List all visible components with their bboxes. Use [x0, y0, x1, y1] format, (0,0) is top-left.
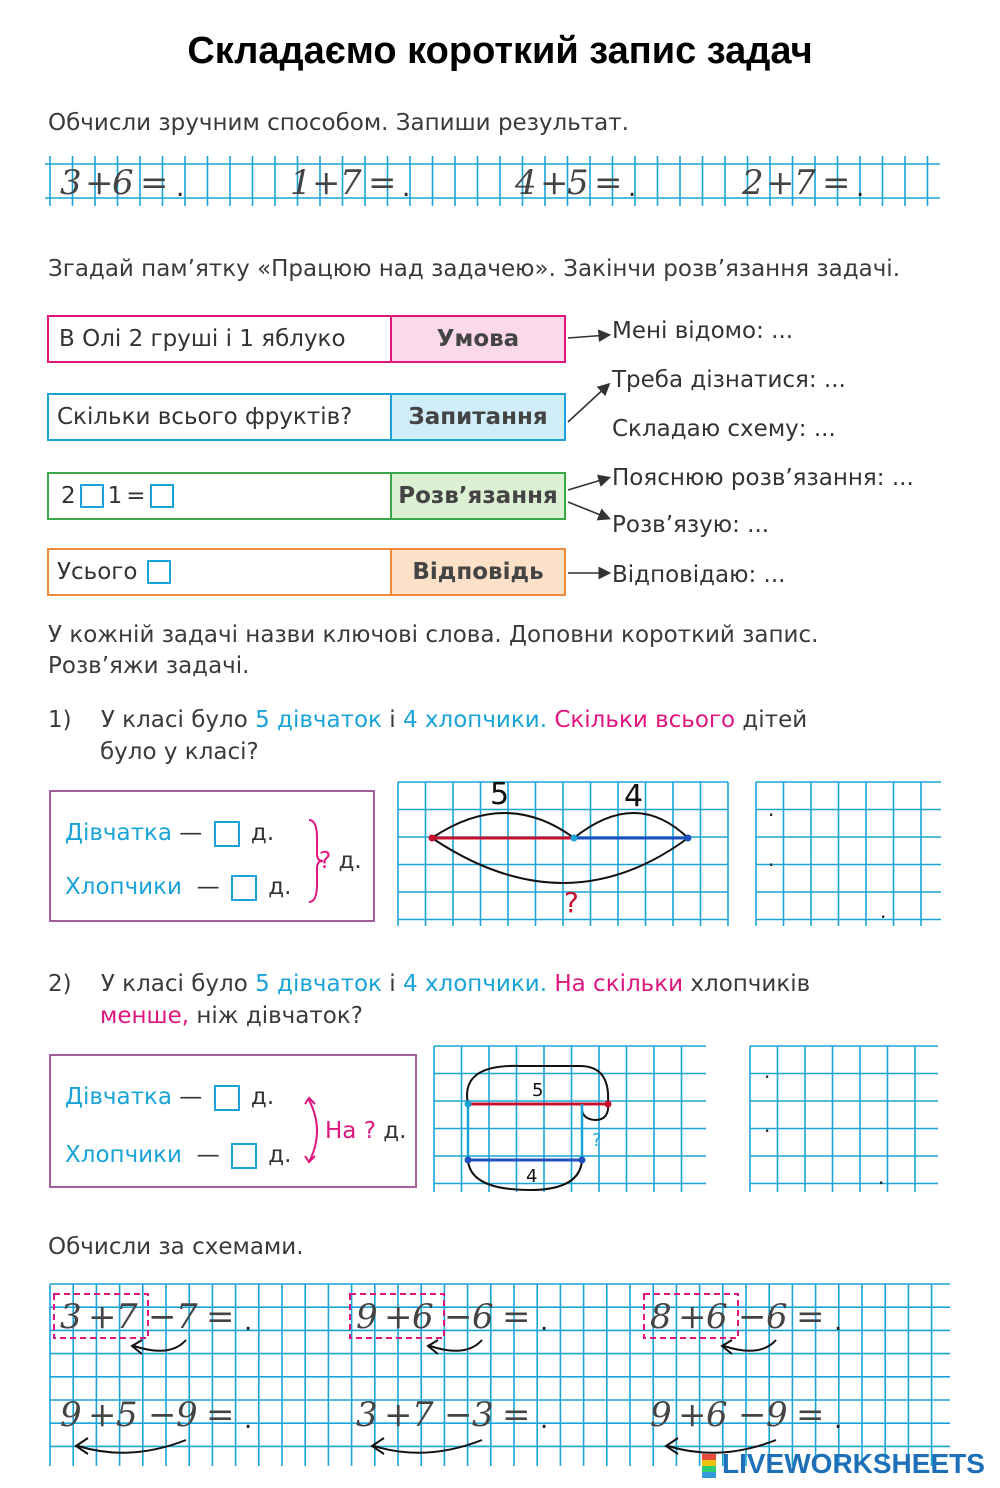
t4-op1: +: [678, 1297, 707, 1337]
svg-text:4: 4: [515, 163, 537, 203]
svg-text:7: 7: [340, 163, 362, 203]
p2-label-5: 5: [532, 1080, 544, 1101]
svg-text:.: .: [176, 173, 185, 203]
svg-text:+: +: [766, 163, 795, 203]
problem1-diagram: [396, 778, 946, 930]
p1-label-5: 5: [490, 778, 510, 812]
p2-label-q: ?: [592, 1130, 602, 1151]
question-label: Запитання: [390, 393, 566, 441]
t4-c: 6: [766, 1297, 788, 1337]
t4-eq: =: [796, 1297, 825, 1337]
svg-text:1: 1: [290, 163, 312, 203]
svg-text:=: =: [822, 163, 851, 203]
t4-eq: =: [796, 1395, 825, 1435]
p1-boys-square[interactable]: [231, 875, 257, 901]
p1-total: ? д.: [319, 848, 362, 874]
t4-b: 6: [412, 1297, 434, 1337]
t4-row2-expression-1: [60, 1395, 252, 1454]
svg-text:5: 5: [567, 163, 589, 203]
t4-op2: −: [444, 1297, 473, 1337]
t4-b: 6: [706, 1395, 728, 1435]
t4-eq: =: [206, 1395, 235, 1435]
svg-text:=: =: [368, 163, 397, 203]
p2-diff: На ? д.: [325, 1118, 407, 1144]
p2-diff-arrow: [303, 1096, 327, 1166]
svg-text:.: .: [628, 173, 637, 203]
svg-text:.: .: [880, 899, 887, 923]
task3-instruction-1: У кожній задачі назви ключові слова. Доповни короткий запис.: [48, 622, 819, 648]
plan-item-6: Відповідаю: ...: [612, 562, 786, 588]
t4-dot: .: [540, 1307, 549, 1337]
p1-girls-square[interactable]: [214, 821, 240, 847]
t4-a: 9: [356, 1297, 378, 1337]
t4-answer-4[interactable]: [240, 1398, 264, 1426]
t4-row1-expression-3: [644, 1294, 842, 1354]
t4-a: 9: [650, 1395, 672, 1435]
t4-dot: .: [244, 1307, 253, 1337]
svg-text:2: 2: [742, 163, 764, 203]
svg-text:+: +: [540, 163, 569, 203]
t4-c: 7: [176, 1297, 198, 1337]
svg-text:.: .: [768, 797, 775, 821]
answer-label: Відповідь: [390, 548, 566, 596]
answer-box: [47, 548, 392, 596]
solution-a: 2: [61, 483, 76, 509]
plan-item-1: Мені відомо: ...: [612, 318, 794, 344]
p2-answer-2[interactable]: [778, 1116, 802, 1144]
solution-op-square[interactable]: [80, 484, 104, 508]
p2-label-4: 4: [526, 1166, 538, 1187]
answer-text: Усього: [57, 559, 138, 585]
task3-instruction-2: Розв’яжи задачі.: [48, 653, 250, 679]
t4-b: 7: [116, 1297, 138, 1337]
t4-eq: =: [502, 1297, 531, 1337]
t4-answer-6[interactable]: [830, 1398, 854, 1426]
svg-text:=: =: [140, 163, 169, 203]
logo-icon: [702, 1454, 716, 1478]
svg-text:3: 3: [60, 163, 82, 203]
p1-answer-1[interactable]: [780, 800, 804, 828]
svg-text:6: 6: [112, 163, 134, 203]
t4-dot: .: [244, 1405, 253, 1435]
t4-eq: =: [206, 1297, 235, 1337]
svg-text:+: +: [312, 163, 341, 203]
svg-text:.: .: [768, 847, 775, 871]
svg-text:.: .: [764, 1113, 771, 1137]
t4-eq: =: [502, 1395, 531, 1435]
p1-label-q: ?: [564, 886, 579, 919]
t4-op2: −: [148, 1395, 177, 1435]
t4-dot: .: [540, 1405, 549, 1435]
p1-answer-3[interactable]: [892, 902, 916, 930]
t4-b: 5: [116, 1395, 138, 1435]
t4-row2-expression-2: [356, 1395, 548, 1454]
liveworksheets-logo: LIVEWORKSHEETS: [702, 1448, 985, 1480]
p1-answer-2[interactable]: [780, 850, 804, 878]
plan-arrows: [560, 310, 620, 600]
svg-text:.: .: [878, 1165, 885, 1189]
solution-box: [47, 472, 392, 520]
problem2-short-record: [49, 1054, 417, 1188]
t4-op1: +: [88, 1297, 117, 1337]
page-title: Складаємо короткий запис задач: [187, 30, 813, 72]
t4-op2: −: [444, 1395, 473, 1435]
t4-dot: .: [834, 1405, 843, 1435]
t4-op1: +: [384, 1297, 413, 1337]
t4-arrow: [134, 1340, 186, 1351]
plan-item-3: Складаю схему: ...: [612, 416, 836, 442]
t4-row1-expression-2: [350, 1294, 548, 1354]
t4-a: 9: [60, 1395, 82, 1435]
condition-text-box: В Олі 2 груші і 1 яблуко: [47, 315, 392, 363]
svg-text:.: .: [856, 173, 865, 203]
problem2-text: 2) У класі було 5 дівчаток і 4 хлопчики. На скільки хлопчиків менше, ніж дівчаток?: [48, 971, 811, 1029]
solution-label: Розв’язання: [390, 472, 566, 520]
problem1-text: 1) У класі було 5 дівчаток і 4 хлопчики. Скільки всього дітей було у класі?: [48, 707, 808, 765]
t4-answer-1[interactable]: [240, 1300, 264, 1328]
t4-b: 7: [412, 1395, 434, 1435]
task2-instruction: Згадай пам’ятку «Працюю над задачею». Закінчи розв’язання задачі.: [48, 256, 900, 282]
p2-girls-square[interactable]: [214, 1085, 240, 1111]
plan-item-2: Треба дізнатися: ...: [612, 367, 846, 393]
t4-arrow: [430, 1340, 482, 1351]
p2-answer-1[interactable]: [778, 1062, 802, 1090]
t4-op1: +: [384, 1395, 413, 1435]
t4-answer-3[interactable]: [830, 1300, 854, 1328]
svg-text:.: .: [764, 1059, 771, 1083]
answer-input-4[interactable]: [838, 166, 862, 194]
t4-a: 3: [356, 1395, 378, 1435]
answer-square[interactable]: [147, 560, 171, 584]
solution-result-square[interactable]: [150, 484, 174, 508]
t4-op1: +: [678, 1395, 707, 1435]
task1-instruction: Обчисли зручним способом. Запиши результат.: [48, 110, 629, 136]
t4-answer-2[interactable]: [536, 1300, 560, 1328]
t4-c: 6: [472, 1297, 494, 1337]
p2-boys-square[interactable]: [231, 1143, 257, 1169]
plan-item-5: Розв’язую: ...: [612, 512, 770, 538]
p1-label-4: 4: [624, 779, 644, 814]
problem2-diagram: [430, 1044, 950, 1194]
t4-a: 3: [60, 1297, 82, 1337]
t4-c: 9: [176, 1395, 198, 1435]
answer-input-3[interactable]: [610, 166, 634, 194]
problem1-short-record: [49, 790, 375, 922]
plan-item-4: Пояснюю розв’язання: ...: [612, 465, 914, 491]
svg-text:.: .: [402, 173, 411, 203]
p2-boys-row: Хлопчики — д.: [65, 1142, 292, 1168]
svg-text:=: =: [594, 163, 623, 203]
condition-label: Умова: [390, 315, 566, 363]
t4-op1: +: [88, 1395, 117, 1435]
p1-boys-row: Хлопчики — д.: [65, 874, 292, 900]
t4-op2: −: [738, 1297, 767, 1337]
solution-b: 1: [107, 483, 123, 509]
t4-op2: −: [148, 1297, 177, 1337]
question-text-box: Скільки всього фруктів?: [47, 393, 392, 441]
p2-answer-3[interactable]: [890, 1168, 914, 1196]
svg-text:+: +: [85, 163, 114, 203]
p2-girls-row: Дівчатка — д.: [65, 1084, 275, 1110]
task4-instruction: Обчисли за схемами.: [48, 1234, 304, 1260]
t4-row1-expression-1: [54, 1294, 252, 1354]
t4-dot: .: [834, 1307, 843, 1337]
t4-c: 3: [472, 1395, 494, 1435]
t4-op2: −: [738, 1395, 767, 1435]
answer-input-2[interactable]: [385, 166, 409, 194]
t4-c: 9: [766, 1395, 788, 1435]
t4-answer-5[interactable]: [536, 1398, 560, 1426]
t4-arrow: [724, 1340, 776, 1351]
answer-input-1[interactable]: [158, 166, 182, 194]
solution-eq: =: [126, 483, 146, 509]
p1-girls-row: Дівчатка — д.: [65, 820, 275, 846]
t4-b: 6: [706, 1297, 728, 1337]
t4-a: 8: [650, 1297, 672, 1337]
svg-text:7: 7: [794, 163, 816, 203]
